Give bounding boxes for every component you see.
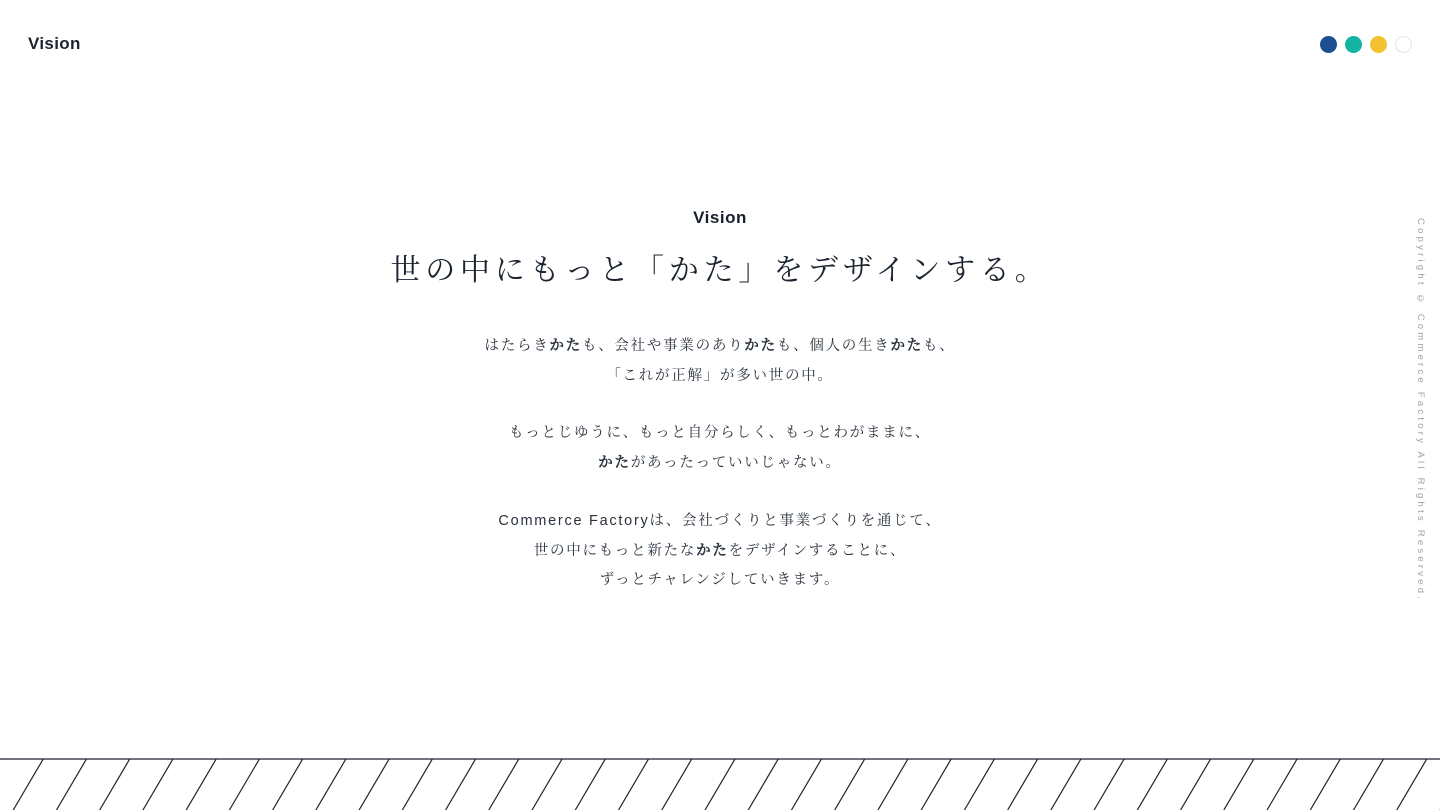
vision-paragraph [485, 419, 956, 478]
body-text: ずっとチャレンジしていきます。 [599, 572, 841, 589]
body-text: があったっていいじゃない。 [630, 455, 842, 472]
emphasis-text: かた [549, 338, 582, 354]
vision-paragraph [485, 332, 956, 391]
vision-paragraph [485, 507, 956, 596]
brand-logo[interactable]: Vision [28, 34, 81, 53]
body-text: をデザインすることに、 [728, 542, 907, 559]
body-text: も、個人の生き [776, 338, 891, 354]
body-text: も、 [923, 338, 956, 354]
body-text: もっとじゆうに、もっと自分らしく、もっとわがままに、 [509, 425, 931, 442]
site-header [0, 0, 1440, 88]
dot-icon-blue [1320, 36, 1337, 53]
section-label: Vision [693, 208, 747, 227]
dot-icon-teal [1345, 36, 1362, 53]
emphasis-text: かた [744, 338, 777, 354]
body-text: 「これが正解」が多い世の中。 [606, 367, 834, 384]
dot-icon-yellow [1370, 36, 1387, 53]
bottom-stripe-decoration [0, 758, 1440, 810]
copyright-text: Copyright © Commerce Factory All Rights Reserved. [1415, 218, 1426, 603]
page-title: 世の中にもっと「かた」をデザインする。 [390, 254, 1050, 287]
emphasis-text: かた [890, 338, 924, 354]
body-text: Commerce Factoryは、会社づくりと事業づくりを通じて、 [498, 512, 942, 529]
dot-icon-white [1395, 36, 1412, 53]
emphasis-text: かた [598, 455, 631, 472]
vision-body [485, 332, 956, 596]
body-text: も、会社や事業のあり [581, 338, 745, 354]
body-text: 世の中にもっと新たな [533, 542, 697, 559]
menu-button[interactable] [1320, 36, 1412, 53]
body-text: はたらき [484, 338, 550, 354]
emphasis-text: かた [696, 542, 729, 559]
